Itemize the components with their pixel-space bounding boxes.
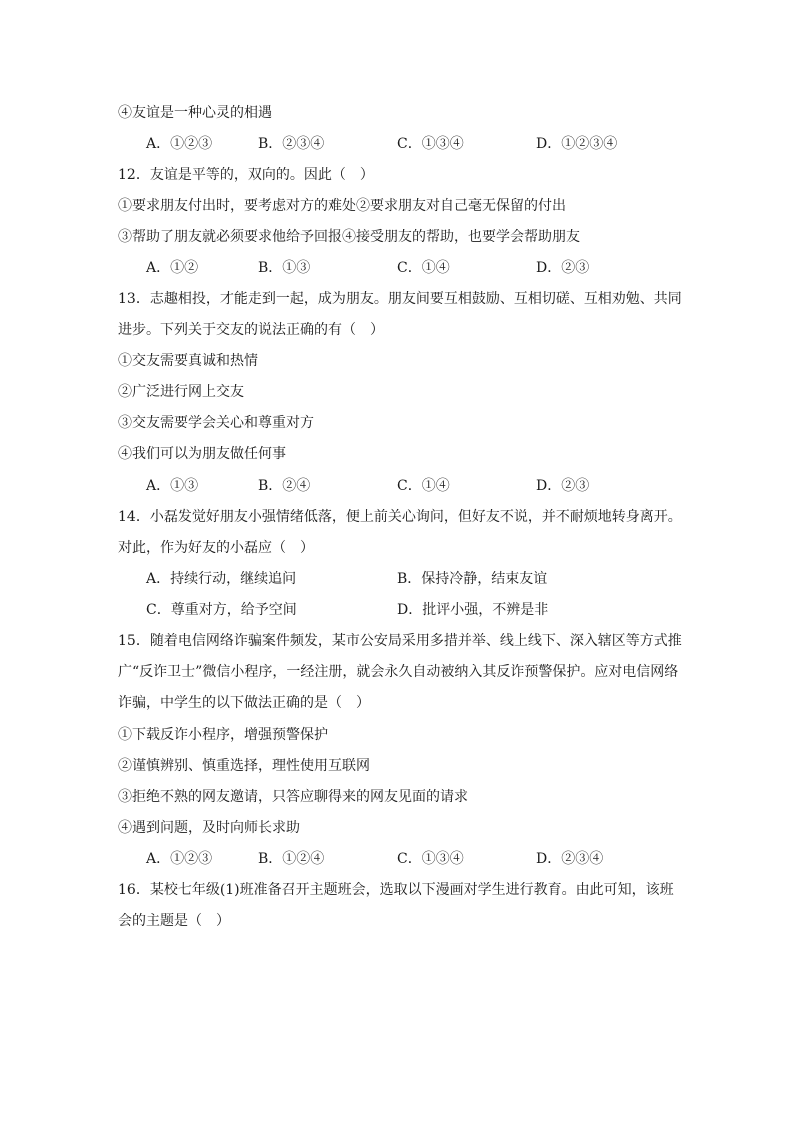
q15-option-b: B．①②④ [258, 851, 325, 867]
q14-stem-line-2: 对此，作为好友的小磊应（ ） [118, 540, 314, 556]
q12-option-b: B．①③ [258, 260, 311, 276]
q13-option-b: B．②④ [258, 478, 311, 494]
q13-statement-3: ③交友需要学会关心和尊重对方 [118, 415, 314, 431]
q11-option-d: D．①②③④ [536, 136, 618, 152]
q12-option-c: C．①④ [397, 260, 450, 276]
q13-stem-line-2: 进步。下列关于交友的说法正确的有（ ） [118, 322, 384, 338]
q15-option-a: A．①②③ [146, 851, 213, 867]
q13-stem-line-1: 13．志趣相投，才能走到一起，成为朋友。朋友间要互相鼓励、互相切磋、互相劝勉、共同 [118, 291, 682, 307]
q15-stem-line-2: 广“反诈卫士”微信小程序，一经注册，就会永久自动被纳入其反诈预警保护。应对电信网络 [118, 664, 679, 680]
q14-option-b: B．保持冷静，结束友谊 [397, 571, 548, 587]
q13-statement-4: ④我们可以为朋友做任何事 [118, 446, 286, 462]
q14-option-a: A．持续行动，继续追问 [146, 571, 297, 587]
q15-stem-line-3: 诈骗，中学生的以下做法正确的是（ ） [118, 695, 370, 711]
q13-option-a: A．①③ [146, 478, 199, 494]
q11-option-b: B．②③④ [258, 136, 325, 152]
q11-option-a: A．①②③ [146, 136, 213, 152]
q11-option-c: C．①③④ [397, 136, 464, 152]
q12-option-d: D．②③ [536, 260, 590, 276]
q14-option-d: D．批评小强，不辨是非 [397, 602, 549, 618]
q15-option-d: D．②③④ [536, 851, 604, 867]
q14-stem-line-1: 14．小磊发觉好朋友小强情绪低落，便上前关心询问，但好友不说，并不耐烦地转身离开。 [118, 509, 682, 525]
q12-stem: 12．友谊是平等的，双向的。因此（ ） [118, 167, 374, 183]
q12-statements-1-2: ①要求朋友付出时，要考虑对方的难处②要求朋友对自己毫无保留的付出 [118, 198, 566, 214]
q14-option-c: C．尊重对方，给予空间 [146, 602, 297, 618]
q12-statements-3-4: ③帮助了朋友就必须要求他给予回报④接受朋友的帮助，也要学会帮助朋友 [118, 229, 580, 245]
q15-statement-1: ①下载反诈小程序，增强预警保护 [118, 727, 328, 743]
q15-stem-line-1: 15．随着电信网络诈骗案件频发，某市公安局采用多措并举、线上线下、深入辖区等方式推 [118, 633, 682, 649]
q16-stem-line-2: 会的主题是（ ） [118, 913, 230, 929]
q12-option-a: A．①② [146, 260, 199, 276]
q15-statement-2: ②谨慎辨别、慎重选择，理性使用互联网 [118, 758, 370, 774]
q16-stem-line-1: 16．某校七年级(1)班准备召开主题班会，选取以下漫画对学生进行教育。由此可知，该班 [118, 882, 674, 898]
q13-option-c: C．①④ [397, 478, 450, 494]
q13-option-d: D．②③ [536, 478, 590, 494]
q15-option-c: C．①③④ [397, 851, 464, 867]
q11-statement-4: ④友谊是一种心灵的相遇 [118, 105, 272, 121]
q13-statement-1: ①交友需要真诚和热情 [118, 353, 258, 369]
q15-statement-4: ④遇到问题，及时向师长求助 [118, 820, 300, 836]
q15-statement-3: ③拒绝不熟的网友邀请，只答应聊得来的网友见面的请求 [118, 789, 468, 805]
q13-statement-2: ②广泛进行网上交友 [118, 384, 244, 400]
